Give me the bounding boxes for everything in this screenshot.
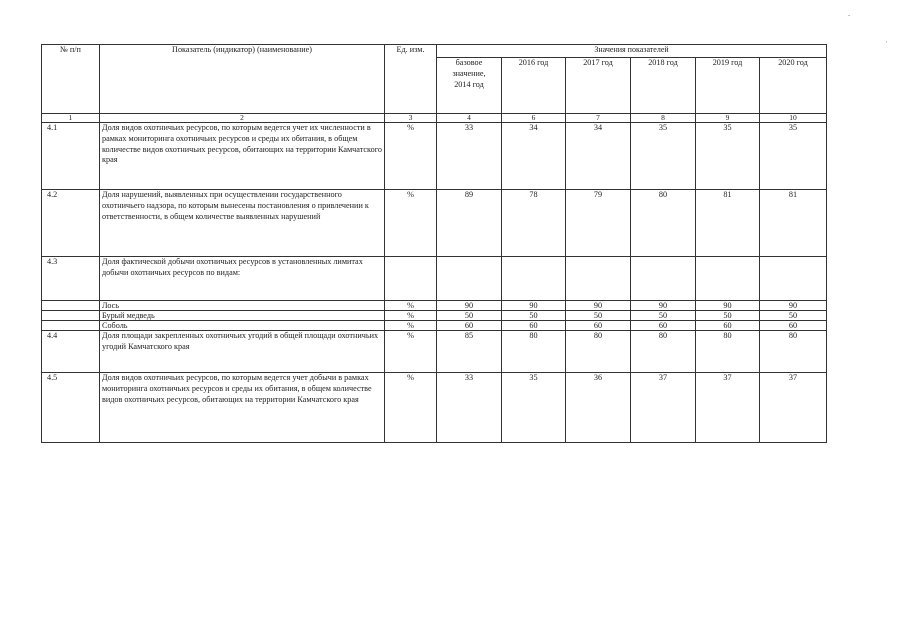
value-cell: 50 (437, 311, 502, 321)
value-cell: 80 (696, 331, 760, 373)
value-cell: 80 (631, 331, 696, 373)
species-name: Лось (100, 301, 385, 311)
column-numbers-row (42, 114, 827, 123)
value-cell: 81 (696, 190, 760, 257)
value-cell: 37 (696, 373, 760, 443)
value-cell: 50 (696, 311, 760, 321)
value-cell: 34 (566, 123, 631, 190)
unit-cell: % (385, 190, 437, 257)
value-cell (437, 257, 502, 301)
value-cell: 35 (631, 123, 696, 190)
col-number: 3 (385, 114, 437, 123)
unit-cell: % (385, 373, 437, 443)
indicator-name: Доля фактической добычи охотничьих ресурсов в установленных лимитах добычи охотничьих ресурсов по видам: (100, 257, 385, 301)
header-year-2018: 2018 год (631, 58, 696, 114)
header-year-2016: 2016 год (502, 58, 566, 114)
value-cell: 90 (502, 301, 566, 311)
value-cell: 90 (631, 301, 696, 311)
row-number (42, 311, 100, 321)
value-cell: 33 (437, 373, 502, 443)
value-cell: 89 (437, 190, 502, 257)
col-number: 7 (566, 114, 631, 123)
scan-mark: - (848, 11, 851, 19)
table-row (42, 190, 827, 257)
table-row (42, 331, 827, 373)
unit-cell: % (385, 123, 437, 190)
indicator-name: Доля видов охотничьих ресурсов, по которым ведется учет добычи в рамках мониторинга охотничьих ресурсов и среды их обитания, в общем количестве видов охотничьих ресурсов, обитающих на территории Камчатского края (100, 373, 385, 443)
table-row (42, 311, 827, 321)
header-year-2020: 2020 год (760, 58, 827, 114)
indicators-table (41, 44, 827, 443)
value-cell: 34 (502, 123, 566, 190)
row-number (42, 321, 100, 331)
value-cell: 80 (631, 190, 696, 257)
species-name: Соболь (100, 321, 385, 331)
col-number: 1 (42, 114, 100, 123)
col-number: 9 (696, 114, 760, 123)
col-number: 10 (760, 114, 827, 123)
value-cell: 78 (502, 190, 566, 257)
value-cell: 85 (437, 331, 502, 373)
value-cell: 36 (566, 373, 631, 443)
value-cell: 60 (566, 321, 631, 331)
indicator-name: Доля нарушений, выявленных при осуществлении государственного охотничьего надзора, по которым вынесены постановления о привлечении к ответственности, в общем количестве выявленных нарушений (100, 190, 385, 257)
value-cell: 50 (760, 311, 827, 321)
col-number: 8 (631, 114, 696, 123)
table-row (42, 321, 827, 331)
unit-cell: % (385, 331, 437, 373)
value-cell: 35 (502, 373, 566, 443)
value-cell: 35 (696, 123, 760, 190)
value-cell: 90 (437, 301, 502, 311)
row-number: 4.3 (42, 257, 100, 301)
value-cell: 60 (502, 321, 566, 331)
header-unit: Ед. изм. (385, 45, 437, 114)
value-cell (760, 257, 827, 301)
unit-cell: % (385, 321, 437, 331)
value-cell: 37 (760, 373, 827, 443)
value-cell: 79 (566, 190, 631, 257)
indicator-name: Доля площади закрепленных охотничьих угодий в общей площади охотничьих угодий Камчатского края (100, 331, 385, 373)
col-number: 6 (502, 114, 566, 123)
header-year-2019: 2019 год (696, 58, 760, 114)
value-cell: 50 (502, 311, 566, 321)
row-number (42, 301, 100, 311)
header-year-base: базовое значение, 2014 год (437, 58, 502, 114)
scan-mark: ' (886, 40, 888, 48)
species-name: Бурый медведь (100, 311, 385, 321)
header-indicator: Показатель (индикатор) (наименование) (100, 45, 385, 114)
value-cell: 80 (502, 331, 566, 373)
unit-cell (385, 257, 437, 301)
value-cell: 50 (631, 311, 696, 321)
indicator-name: Доля видов охотничьих ресурсов, по которым ведется учет их численности в рамках мониторинга охотничьих ресурсов и среды их обитания, в общем количестве видов охотничьих ресурсов, обитающих на территории Камчатского края (100, 123, 385, 190)
value-cell: 80 (566, 331, 631, 373)
table-row (42, 373, 827, 443)
value-cell: 50 (566, 311, 631, 321)
col-number: 4 (437, 114, 502, 123)
value-cell: 90 (760, 301, 827, 311)
table-row (42, 257, 827, 301)
value-cell: 60 (437, 321, 502, 331)
value-cell: 90 (696, 301, 760, 311)
value-cell: 33 (437, 123, 502, 190)
value-cell (631, 257, 696, 301)
value-cell: 37 (631, 373, 696, 443)
value-cell: 60 (696, 321, 760, 331)
value-cell (696, 257, 760, 301)
unit-cell: % (385, 311, 437, 321)
value-cell: 81 (760, 190, 827, 257)
header-year-2017: 2017 год (566, 58, 631, 114)
table-row (42, 123, 827, 190)
table-row (42, 301, 827, 311)
value-cell: 90 (566, 301, 631, 311)
row-number: 4.4 (42, 331, 100, 373)
header-num: № п/п (42, 45, 100, 114)
unit-cell: % (385, 301, 437, 311)
row-number: 4.5 (42, 373, 100, 443)
value-cell (566, 257, 631, 301)
row-number: 4.2 (42, 190, 100, 257)
value-cell (502, 257, 566, 301)
value-cell: 60 (760, 321, 827, 331)
value-cell: 60 (631, 321, 696, 331)
value-cell: 80 (760, 331, 827, 373)
header-values: Значения показателей (437, 45, 827, 58)
value-cell: 35 (760, 123, 827, 190)
col-number: 2 (100, 114, 385, 123)
row-number: 4.1 (42, 123, 100, 190)
